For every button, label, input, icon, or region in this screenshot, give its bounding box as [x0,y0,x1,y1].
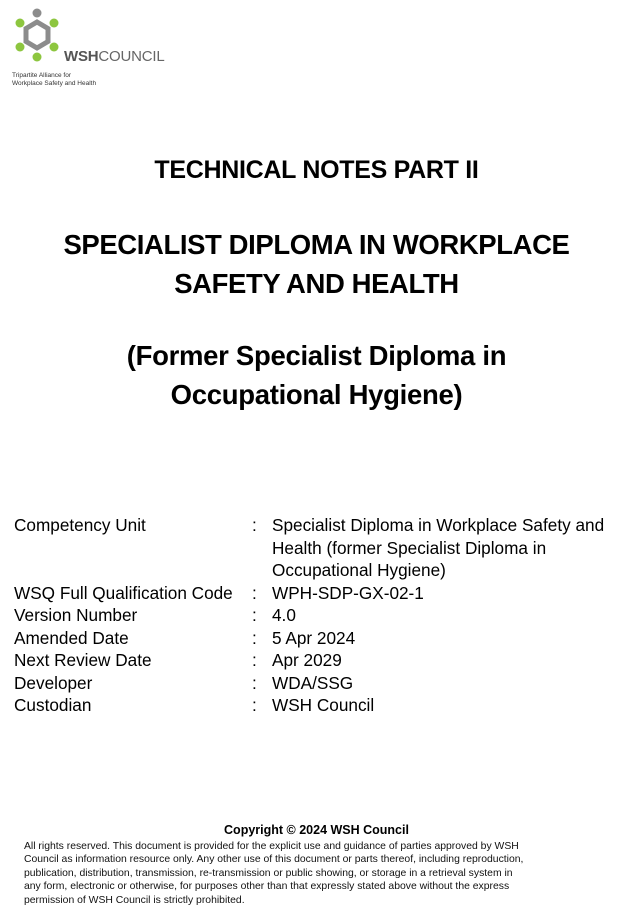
logo-tagline-line-1: Tripartite Alliance for [12,72,72,79]
notice-line: All rights reserved. This document is provided for the explicit use and guidance of parties approved by WSH [24,841,519,852]
notice-line: publication, distribution, transmission, re-transmission or public showing, or storage in a retrieval system in [24,867,513,879]
logo-wordmark [64,48,165,65]
info-value-line: Health (former Specialist Diploma in [272,537,547,558]
wsh-council-logo [12,8,172,94]
document-title-line-1: SPECIALIST DIPLOMA IN WORKPLACE [63,229,570,260]
info-row-custodian [14,694,624,717]
info-value [272,514,624,582]
former-title-line-2: Occupational Hygiene) [170,379,463,410]
info-label: Custodian [14,695,92,715]
info-separator: : [252,605,257,625]
logo-tagline-line-2: Workplace Safety and Health [12,80,97,87]
info-separator: : [252,650,257,670]
notice-line: permission of WSH Council is strictly prohibited. [24,894,245,906]
info-separator: : [252,627,257,648]
info-label: Next Review Date [14,650,152,670]
logo-tagline [12,72,152,88]
info-label: Competency Unit [14,515,146,535]
info-label: Amended Date [14,627,129,648]
info-value: 5 Apr 2024 [272,627,356,648]
copyright-heading: Copyright © 2024 WSH Council [224,823,409,837]
info-value-line: Specialist Diploma in Workplace Safety and [272,515,605,535]
wsh-council-emblem-icon [12,8,62,66]
info-label: Version Number [14,605,138,625]
technical-notes-heading: TECHNICAL NOTES PART II [154,156,479,184]
info-row-competency-unit [14,514,624,582]
logo-brand-light: COUNCIL [98,48,165,65]
notice-line: any form, electronic or otherwise, for purposes other than that expressly stated above without the express [24,881,510,893]
info-row-amended-date [14,627,624,650]
info-separator: : [252,672,257,693]
info-value: Apr 2029 [272,650,342,670]
info-row-qualification-code [14,582,624,605]
former-title-line-1: (Former Specialist Diploma in [126,340,507,371]
info-value: 4.0 [272,605,296,625]
logo-brand-bold: WSH [64,48,99,65]
info-value: WDA/SSG [272,672,354,693]
former-title [0,336,633,414]
notice-line: Council as information resource only. Any other use of this document or parts thereof, including reproduction, [24,854,524,866]
info-value: WPH-SDP-GX-02-1 [272,582,424,603]
document-title [0,225,633,303]
info-value-line: Occupational Hygiene) [272,560,446,580]
info-label: Developer [14,672,93,693]
info-value: WSH Council [272,695,375,715]
info-separator: : [252,515,257,535]
info-row-next-review-date [14,649,624,672]
info-row-version-number [14,604,624,627]
info-separator: : [252,582,257,603]
info-separator: : [252,695,257,715]
info-label: WSQ Full Qualification Code [14,582,233,603]
document-title-line-2: SAFETY AND HEALTH [174,268,459,299]
document-info-table [14,514,624,717]
copyright-notice [24,840,604,907]
info-row-developer [14,672,624,695]
